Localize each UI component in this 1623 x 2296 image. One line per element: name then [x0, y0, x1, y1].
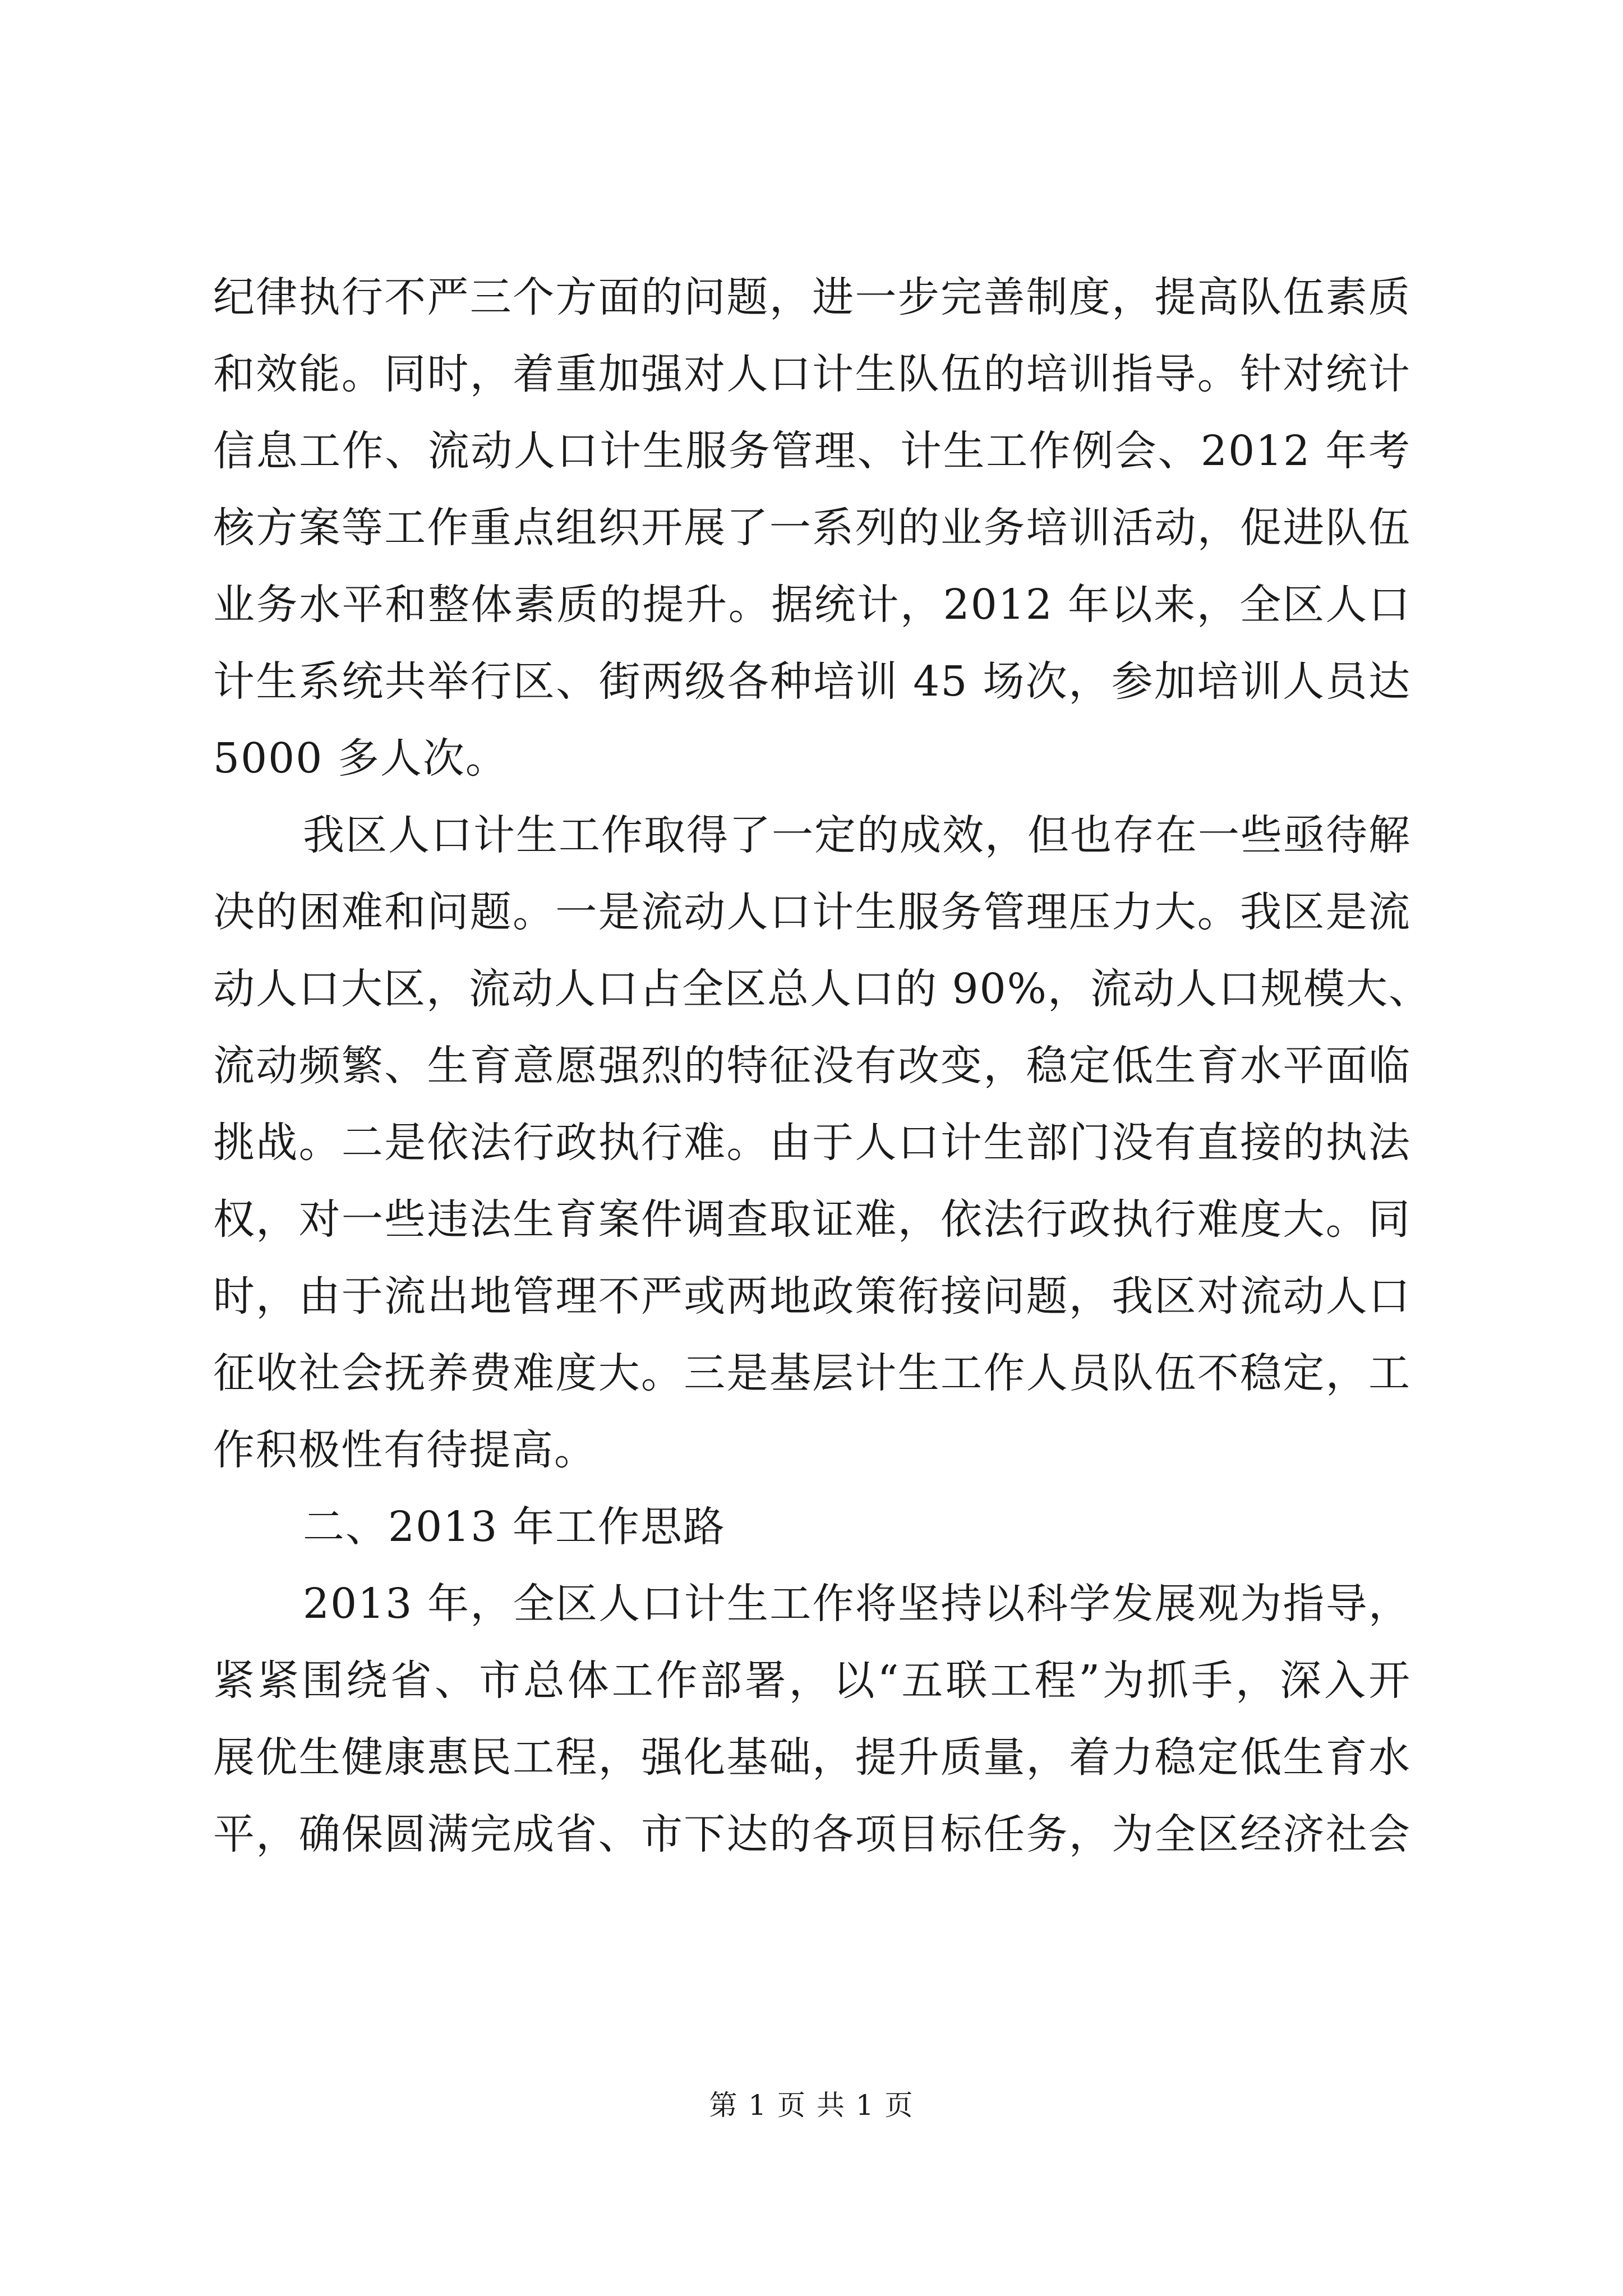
text-line: 2013 年，全区人口计生工作将坚持以科学发展观为指导， [303, 1580, 1411, 1628]
text-line: 时，由于流出地管理不严或两地政策衔接问题，我区对流动人口 [213, 1272, 1411, 1320]
text-line: 纪律执行不严三个方面的问题，进一步完善制度，提高队伍素质 [213, 273, 1411, 321]
page-number-footer: 第 1 页 共 1 页 [709, 2089, 914, 2122]
document-body [213, 259, 1431, 1873]
text-line: 决的困难和问题。一是流动人口计生服务管理压力大。我区是流 [213, 888, 1411, 936]
text-line: 权，对一些违法生育案件调查取证难，依法行政执行难度大。同 [213, 1195, 1411, 1244]
text-line: 流动频繁、生育意愿强烈的特征没有改变，稳定低生育水平面临 [213, 1042, 1411, 1090]
text-line: 和效能。同时，着重加强对人口计生队伍的培训指导。针对统计 [213, 350, 1411, 398]
text-line: 我区人口计生工作取得了一定的成效，但也存在一些亟待解 [303, 811, 1411, 859]
paragraph-training [213, 259, 1411, 797]
paragraph-problems [213, 797, 1431, 1489]
text-line: 5000 多人次。 [213, 734, 508, 783]
text-line: 征收社会抚养费难度大。三是基层计生工作人员队伍不稳定，工 [213, 1349, 1411, 1397]
text-line: 业务水平和整体素质的提升。据统计，2012 年以来，全区人口 [213, 581, 1411, 629]
text-line: 动人口大区，流动人口占全区总人口的 90%，流动人口规模大、 [213, 965, 1431, 1013]
text-line: 作积极性有待提高。 [213, 1426, 597, 1474]
text-line: 展优生健康惠民工程，强化基础，提升质量，着力稳定低生育水 [213, 1733, 1411, 1782]
text-line: 核方案等工作重点组织开展了一系列的业务培训活动，促进队伍 [213, 504, 1411, 552]
paragraph-2013-plan [213, 1566, 1411, 1873]
text-line: 紧紧围绕省、市总体工作部署，以“五联工程”为抓手，深入开 [213, 1657, 1411, 1705]
text-line: 计生系统共举行区、街两级各种培训 45 场次，参加培训人员达 [213, 657, 1411, 706]
text-line: 平，确保圆满完成省、市下达的各项目标任务，为全区经济社会 [213, 1810, 1411, 1858]
text-line: 信息工作、流动人口计生服务管理、计生工作例会、2012 年考 [213, 427, 1411, 475]
section-heading-2013 [213, 1489, 1411, 1566]
section-heading: 二、2013 年工作思路 [303, 1503, 726, 1551]
text-line: 挑战。二是依法行政执行难。由于人口计生部门没有直接的执法 [213, 1119, 1411, 1167]
